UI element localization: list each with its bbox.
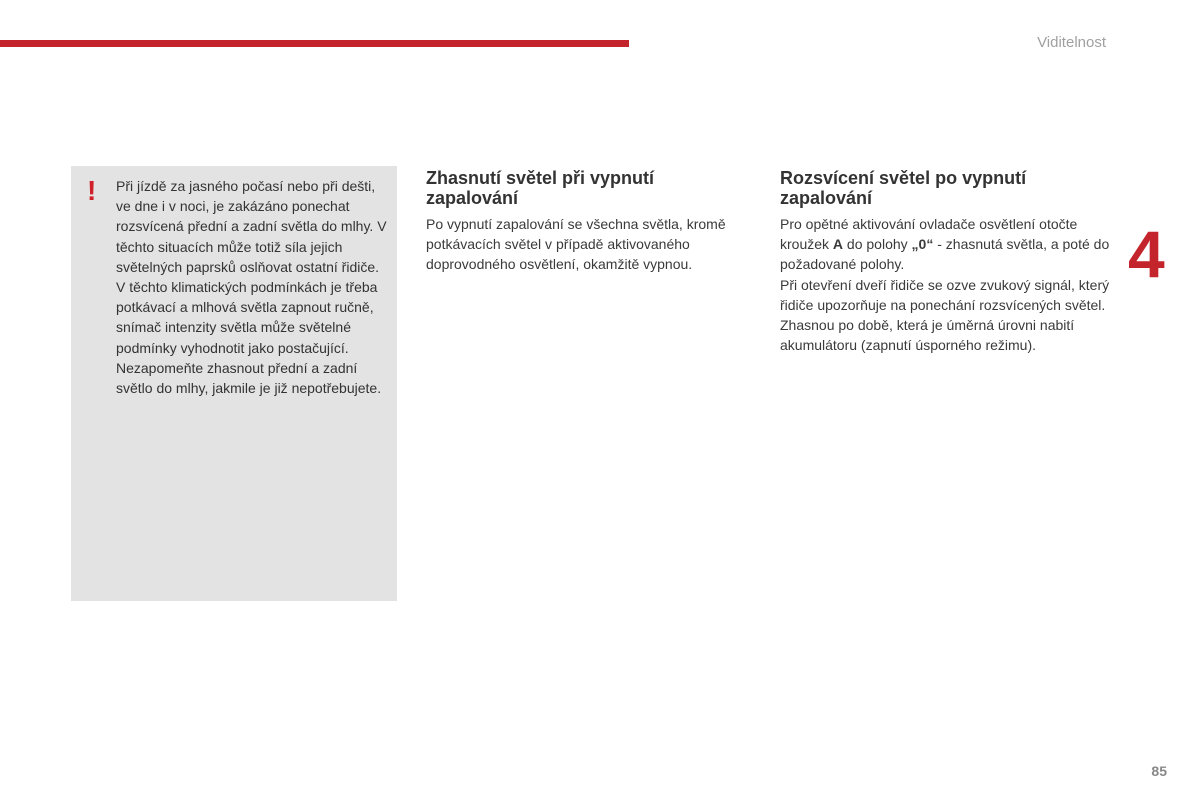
lights-on-heading: Rozsvícení světel po vypnutí zapalování bbox=[780, 168, 1027, 208]
text-segment: do polohy bbox=[843, 236, 912, 253]
section-title: Viditelnost bbox=[1037, 34, 1106, 51]
warning-paragraph: V těchto klimatických podmínkách je třeba potkávací a mlhová světla zapnout ručně, snímač intenzity světla může světelné podmínky vyhodnotit jako postačující. bbox=[116, 279, 378, 356]
warning-text bbox=[116, 176, 392, 398]
warning-paragraph: Při jízdě za jasného počasí nebo při dešti, ve dne i v noci, je zakázáno ponechat rozsvícená přední a zadní světla do mlhy. V těchto situacích může totiž síla jejich světelných paprsků oslňovat ostatní řidiče. bbox=[116, 178, 387, 275]
text-segment: Pro opětné aktivování ovladače osvětlení otočte kroužek bbox=[780, 216, 1078, 253]
page-number: 85 bbox=[1151, 763, 1167, 779]
lights-on-paragraph bbox=[780, 214, 1120, 275]
warning-paragraph: Nezapomeňte zhasnout přední a zadní světlo do mlhy, jakmile je již nepotřebujete. bbox=[116, 359, 382, 397]
header-accent-bar bbox=[0, 40, 629, 47]
position-label: „0“ bbox=[911, 236, 934, 253]
ring-label: A bbox=[832, 236, 844, 253]
lights-on-paragraph: Při otevření dveří řidiče se ozve zvukový signál, který řidiče upozorňuje na ponechání rozsvícených světel. bbox=[780, 276, 1110, 313]
ignition-off-text: Po vypnutí zapalování se všechna světla, kromě potkávacích světel v případě aktivovaného doprovodného osvětlení, okamžitě vypnou. bbox=[426, 216, 726, 273]
chapter-number: 4 bbox=[1128, 217, 1165, 291]
ignition-off-heading: Zhasnutí světel při vypnutí zapalování bbox=[426, 168, 655, 208]
lights-on-paragraph: Zhasnou po době, která je úměrná úrovni nabití akumulátoru (zapnutí úsporného režimu). bbox=[780, 317, 1075, 354]
exclamation-icon: ! bbox=[87, 175, 97, 206]
lights-on-section bbox=[780, 168, 1120, 355]
warning-box bbox=[71, 166, 397, 601]
ignition-off-section bbox=[426, 168, 726, 275]
text-segment: - zhasnutá světla, a poté do požadované polohy. bbox=[780, 236, 1110, 273]
